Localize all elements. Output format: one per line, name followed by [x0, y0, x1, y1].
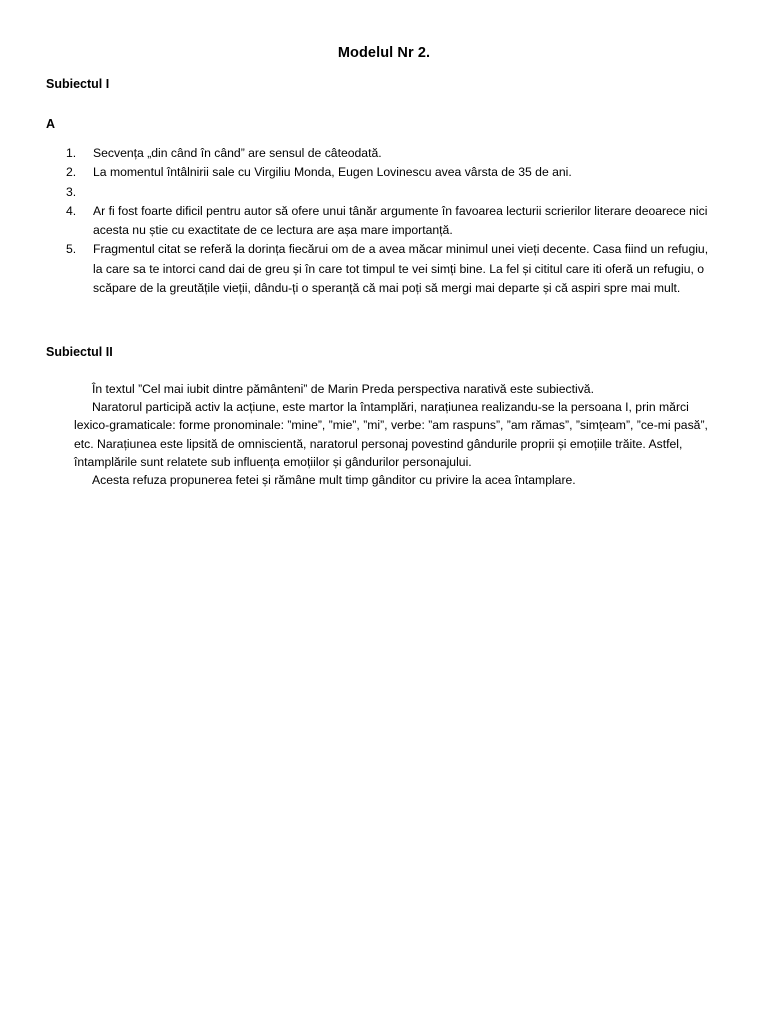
list-item [66, 163, 716, 182]
subject-1-heading: Subiectul I [46, 77, 110, 91]
subject-2-heading: Subiectul II [46, 345, 113, 359]
essay-body [74, 380, 722, 489]
list-item-text: Ar fi fost foarte dificil pentru autor să ofere unui tânăr argumente în favoarea lecturii scrierilor literare deoarece nici acesta nu știe cu exactitate de ce lectura are așa mare importanță. [93, 203, 708, 238]
list-item-text [93, 183, 716, 202]
list-item [66, 144, 716, 163]
section-a-label: A [46, 117, 56, 131]
list-item-text: La momentul întâlnirii sale cu Virgiliu Monda, Eugen Lovinescu avea vârsta de 35 de ani. [93, 165, 572, 180]
list-item-text: Secvența „din când în când” are sensul de câteodată. [93, 146, 382, 160]
essay-paragraph: În textul ”Cel mai iubit dintre pământeni” de Marin Preda perspectiva narativă este subiectivă. [92, 382, 594, 396]
list-item-number: 2. [66, 165, 77, 180]
list-item [66, 240, 716, 298]
list-item-number: 4. [66, 203, 77, 218]
list-item [66, 202, 716, 241]
essay-paragraph: Naratorul participă activ la acțiune, este martor la întamplări, narațiunea realizandu-se la persoana I, prin mărci lexico-gramaticale: forme pronominale: ”mine”, ”mie”, ”mi”, verbe: ”am raspuns”, ”am rămas”, ”simțeam”, ”ce-mi pasă”, etc. Narațiunea este lipsită de omniscientă, naratorul personaj povestind gândurile proprii și emoțiile trăite. Astfel, întamplările sunt relatete sub influența emoțiilor și gândurilor personajului. [74, 400, 708, 469]
list-item-text: Fragmentul citat se referă la dorința fiecărui om de a avea măcar minimul unei vieți decente. Casa fiind un refugiu, la care sa te intorci cand dai de greu și în care tot timpul te vei simți bine. La fel și cititul care iti oferă un refugiu, o scăpare de la greutățile vieții, dându-ți o speranță că mai poți să mergi mai departe și că aspiri spre mai mult. [93, 242, 709, 296]
essay-paragraph: Acesta refuza propunerea fetei și rămâne mult timp gânditor cu privire la acea întamplare. [92, 473, 576, 488]
list-item-number: 5. [66, 242, 77, 257]
list-item [66, 183, 716, 202]
answer-list [66, 144, 716, 298]
document-title: Modelul Nr 2. [337, 45, 431, 61]
list-item-number: 3. [66, 184, 77, 199]
list-item-number: 1. [66, 146, 77, 160]
